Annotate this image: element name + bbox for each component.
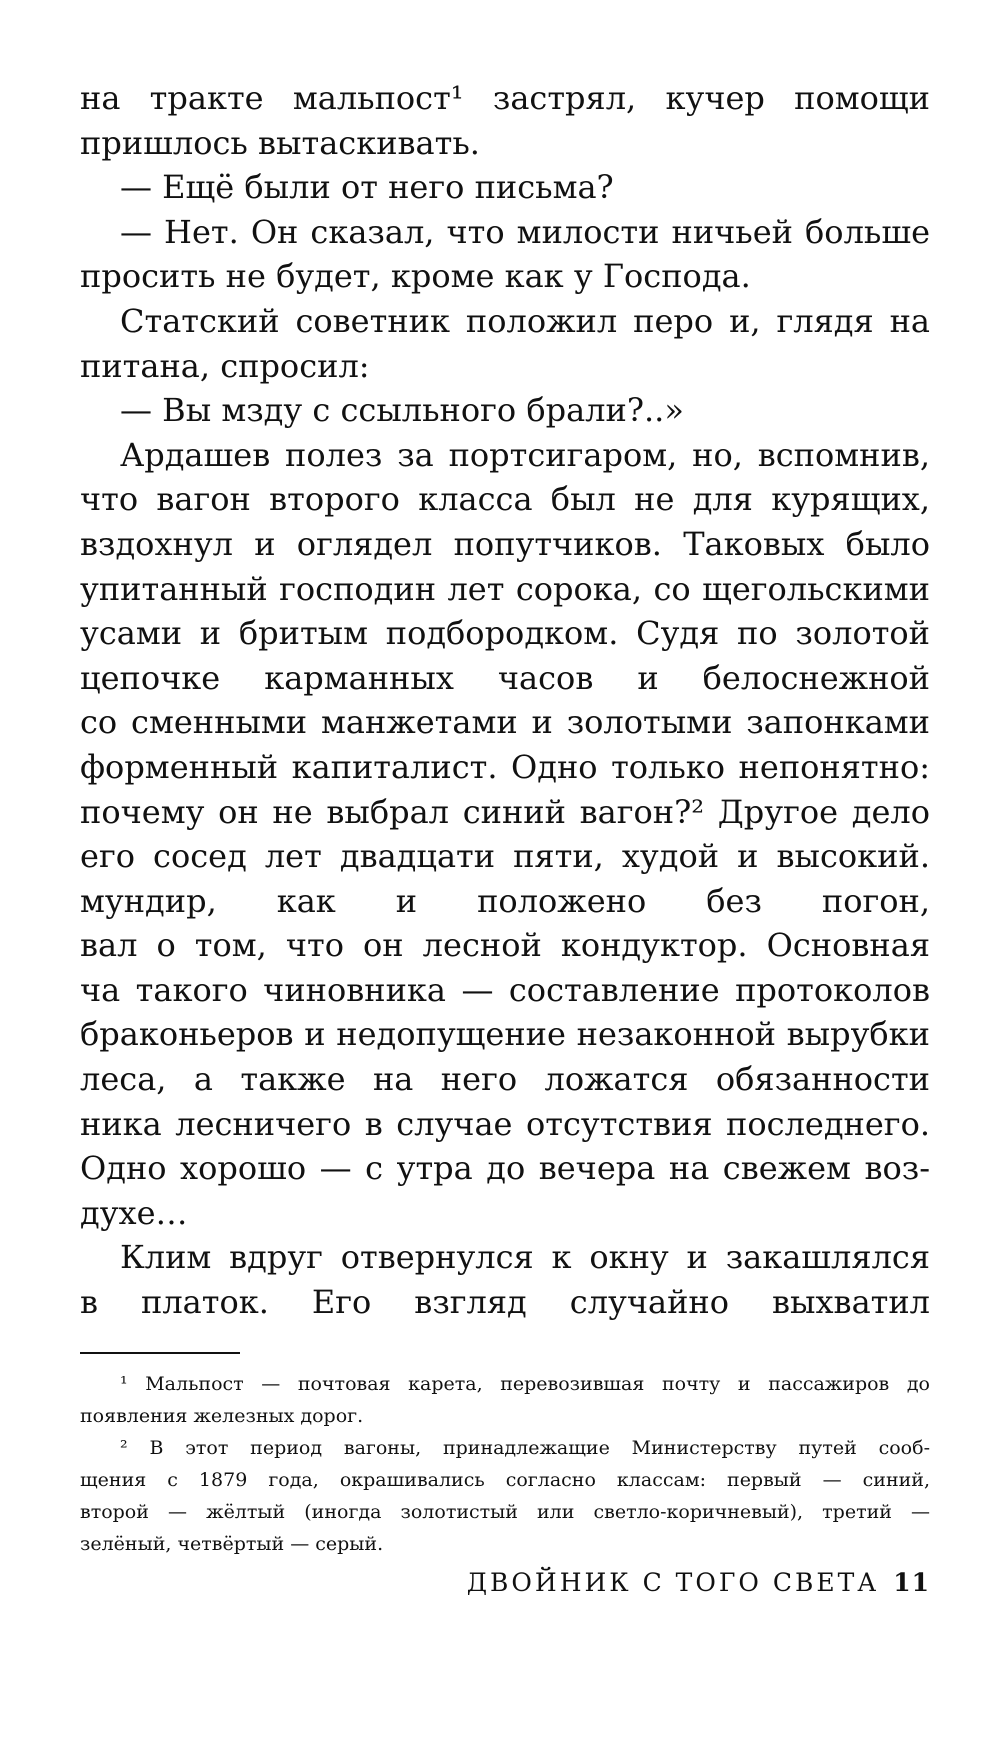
footnote-line: ² В этот период вагоны, принадлежащие Министерству путей сооб- [120,1437,930,1459]
text-line: леса, а также на него ложатся обязанности [80,1060,930,1099]
running-footer [467,1568,930,1597]
text-line: духе… [80,1193,188,1232]
text-line: — Вы мзду с ссыльного брали?..» [120,391,684,430]
text-line: в платок. Его взгляд случайно выхватил [80,1283,930,1322]
text-line: форменный капиталист. Одно только непонятно: [80,747,930,786]
text-line: Ардашев полез за портсигаром, но, вспомнив, [120,435,930,474]
page-number: 11 [893,1568,930,1597]
text-line: со сменными манжетами и золотыми запонками [80,703,930,742]
text-line: питана, спросил: [80,346,370,385]
text-line: усами и бритым подбородком. Судя по золотой [80,614,930,653]
running-title: ДВОЙНИК С ТОГО СВЕТА [466,1568,880,1597]
text-line: Клим вдруг отвернулся к окну и закашлялся [120,1238,930,1277]
text-line: вздохнул и оглядел попутчиков. Таковых было [80,524,930,563]
text-line: его сосед лет двадцати пяти, худой и высокий. [80,837,930,876]
text-line: цепочке карманных часов и белоснежной [80,658,930,697]
text-line: Одно хорошо — с утра до вечера на свежем воз- [80,1149,930,1188]
text-line: Статский советник положил перо и, глядя на [120,301,930,340]
footnotes [80,1368,930,1560]
text-line: что вагон второго класса был не для курящих, [80,480,930,519]
footnote-line: появления железных дорог. [80,1405,364,1427]
main-text [80,76,930,1325]
text-line: браконьеров и недопущение незаконной вырубки [80,1015,930,1054]
footnote-divider [80,1352,240,1354]
text-line: почему он не выбрал синий вагон?² Другое дело [80,792,930,831]
text-line: ника лесничего в случае отсутствия последнего. [80,1104,930,1143]
text-line: — Нет. Он сказал, что милости ничьей больше [120,212,930,251]
footnote-line: ¹ Мальпост — почтовая карета, перевозившая почту и пассажиров до [120,1373,930,1395]
text-line: вал о том, что он лесной кондуктор. Основная [80,926,930,965]
text-line: упитанный господин лет сорока, со щегольскими [80,569,930,608]
text-line: — Ещё были от него письма? [120,168,614,207]
footnote-line: щения с 1879 года, окрашивались согласно классам: первый — синий, [80,1469,930,1491]
text-line: на тракте мальпост¹ застрял, кучер помощи [80,79,930,117]
text-line: мундир, как и положено без погон, [80,881,930,920]
text-line: ча такого чиновника — составление протоколов [80,970,930,1009]
footnote-line: зелёный, четвёртый — серый. [80,1533,384,1555]
text-line: пришлось вытаскивать. [80,123,480,162]
text-line: просить не будет, кроме как у Господа. [80,257,751,296]
footnote-line: второй — жёлтый (иногда золотистый или светло-коричневый), третий — [80,1501,930,1523]
